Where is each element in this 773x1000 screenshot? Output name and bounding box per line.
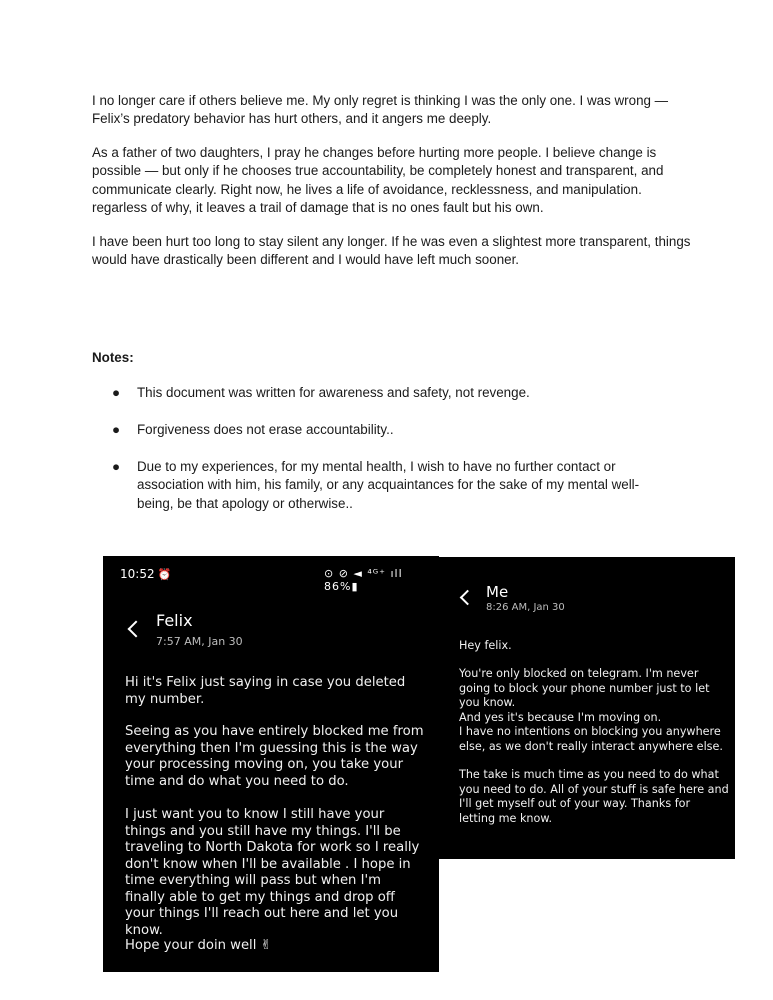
status-bar-time: [120, 567, 171, 581]
message-paragraph: Hey felix.: [459, 639, 512, 652]
message-paragraph: You're only blocked on telegram. I'm never going to block your phone number just to let you know. And yes it's because I'm moving on. I have no intentions on blocking you anywhere else, as we don't really interact anywhere else.: [459, 667, 723, 753]
bullet-icon: ●: [112, 385, 121, 400]
contact-name: Felix: [156, 611, 193, 630]
screenshot-felix-message: [103, 556, 439, 972]
message-paragraph: Hi it's Felix just saying in case you deleted my number.: [125, 675, 406, 707]
battery-level: 86%: [324, 580, 352, 593]
message-paragraph: Hope your doin well ✌: [125, 938, 272, 953]
paragraph-silence: I have been hurt too long to stay silent any longer. If he was even a slightest more transparent, things would have drastically been different and I would have left much sooner.: [92, 234, 691, 268]
paragraph-regret: I no longer care if others believe me. My only regret is thinking I was the only one. I was wrong — Felix’s predatory behavior has hurt others, and it angers me deeply.: [92, 93, 669, 127]
screenshot-my-reply: [439, 557, 735, 859]
battery-icon: ▮: [351, 580, 359, 593]
paragraph-accountability: As a father of two daughters, I pray he changes before hurting more people. I believe change is possible — but only if he chooses true accountability, be completely honest and transparent, and communicate clearly. Right now, he lives a life of avoidance, recklessness, and manipulation. regarless of why, it leaves a trail of damage that is no ones fault but his own.: [92, 145, 664, 216]
back-arrow-icon[interactable]: [128, 621, 145, 638]
message-paragraph: Seeing as you have entirely blocked me from everything then I'm guessing this is the way your processing moving on, you take your time and do what you need to do.: [125, 724, 424, 789]
message-timestamp: 8:26 AM, Jan 30: [486, 602, 565, 613]
back-arrow-icon[interactable]: [460, 590, 476, 606]
status-bar-icons: [324, 567, 439, 593]
notes-list-item: [112, 458, 672, 513]
alarm-icon: ⏰: [157, 568, 172, 581]
status-signal-icons: ⊙ ⊘ ◄ ⁴ᴳ⁺ ıll: [324, 567, 403, 580]
note-text: Due to my experiences, for my mental health, I wish to have no further contact or association with him, his family, or any acquaintances for the sake of my mental well-being, be that apology or otherwise..: [137, 459, 640, 511]
bullet-icon: ●: [112, 459, 121, 474]
message-timestamp: 7:57 AM, Jan 30: [156, 635, 243, 648]
note-text: Forgiveness does not erase accountability..: [137, 422, 394, 437]
note-text: This document was written for awareness and safety, not revenge.: [137, 385, 530, 400]
status-time-text: 10:52: [120, 567, 155, 581]
bullet-icon: ●: [112, 422, 121, 437]
contact-name: Me: [486, 583, 509, 601]
notes-heading: Notes:: [92, 350, 134, 365]
notes-list-item: [112, 384, 672, 402]
notes-list-item: [112, 421, 672, 439]
message-paragraph: I just want you to know I still have your things and you still have my things. I'll be traveling to North Dakota for work so I really don't know when I'll be available . I hope in time everything will pass but when I'm finally able to get my things and drop off your things I'll reach out here and let you know.: [125, 807, 420, 938]
message-paragraph: The take is much time as you need to do what you need to do. All of your stuff is safe here and I'll get myself out of your way. Thanks for letting me know.: [459, 768, 729, 825]
